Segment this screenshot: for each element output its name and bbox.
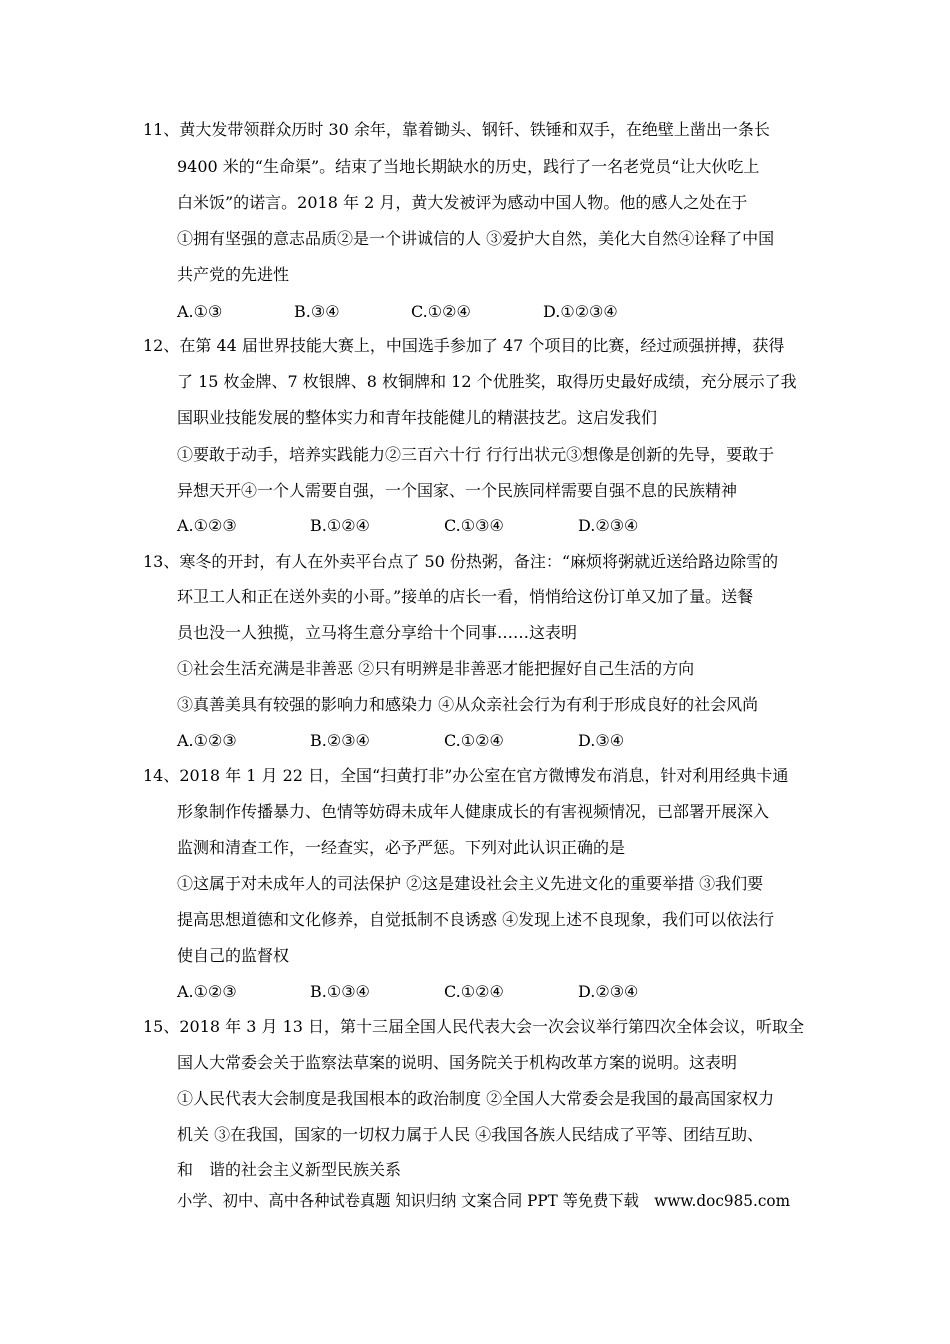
question-13-line-1: 13、寒冬的开封，有人在外卖平台点了 50 份热粥，备注：“麻烦将粥就近送给路边除雪的 bbox=[143, 552, 779, 571]
question-12-option-c: C.①③④ bbox=[444, 516, 504, 535]
question-14-option-c: C.①②④ bbox=[444, 982, 504, 1001]
question-11-line-5: 共产党的先进性 bbox=[177, 265, 290, 284]
question-14-option-b: B.①③④ bbox=[310, 982, 370, 1001]
question-12-line-3: 国职业技能发展的整体实力和青年技能健儿的精湛技艺。这启发我们 bbox=[177, 408, 658, 427]
question-12-line-1: 12、在第 44 届世界技能大赛上，中国选手参加了 47 个项目的比赛，经过顽强拼搏，获得 bbox=[143, 336, 785, 355]
question-11-option-c: C.①②④ bbox=[411, 302, 471, 321]
question-13-line-3: 员也没一人独揽，立马将生意分享给十个同事……这表明 bbox=[177, 623, 578, 642]
question-12-option-b: B.①②④ bbox=[310, 516, 370, 535]
question-11-line-1: 11、黄大发带领群众历时 30 余年，靠着锄头、钢钎、铁锤和双手，在绝壁上凿出一条长 bbox=[143, 120, 770, 139]
question-15-line-4: 机关 ③在我国，国家的一切权力属于人民 ④我国各族人民结成了平等、团结互助、 bbox=[177, 1125, 764, 1144]
question-13-line-5: ③真善美具有较强的影响力和感染力 ④从众亲社会行为有利于形成良好的社会风尚 bbox=[177, 695, 759, 714]
question-11-option-d: D.①②③④ bbox=[543, 302, 618, 321]
question-13-line-2: 环卫工人和正在送外卖的小哥。”接单的店长一看，悄悄给这份订单又加了量。送餐 bbox=[177, 587, 754, 606]
question-13-option-b: B.②③④ bbox=[310, 731, 370, 750]
question-12-line-4: ①要敢于动手，培养实践能力②三百六十行 行行出状元③想像是创新的先导，要敢于 bbox=[177, 445, 775, 464]
question-13-option-c: C.①②④ bbox=[444, 731, 504, 750]
question-11-line-4: ①拥有坚强的意志品质②是一个讲诚信的人 ③爱护大自然，美化大自然④诠释了中国 bbox=[177, 229, 775, 248]
question-14-line-5: 提高思想道德和文化修养，自觉抵制不良诱惑 ④发现上述不良现象，我们可以依法行 bbox=[177, 910, 775, 929]
question-13-option-a: A.①②③ bbox=[177, 731, 237, 750]
question-12-option-a: A.①②③ bbox=[177, 516, 237, 535]
question-15-line-2: 国人大常委会关于监察法草案的说明、国务院关于机构改革方案的说明。这表明 bbox=[177, 1053, 738, 1072]
question-15-line-3: ①人民代表大会制度是我国根本的政治制度 ②全国人大常委会是我国的最高国家权力 bbox=[177, 1089, 775, 1108]
question-14-line-1: 14、2018 年 1 月 22 日，全国“扫黄打非”办公室在官方微博发布消息，针对利用经典卡通 bbox=[143, 766, 789, 785]
question-14-line-3: 监测和清查工作，一经查实，必予严惩。下列对此认识正确的是 bbox=[177, 838, 626, 857]
question-14-line-4: ①这属于对未成年人的司法保护 ②这是建设社会主义先进文化的重要举措 ③我们要 bbox=[177, 874, 764, 893]
question-15-line-1: 15、2018 年 3 月 13 日，第十三届全国人民代表大会一次会议举行第四次全体会议，听取全 bbox=[143, 1017, 805, 1036]
question-14-option-d: D.②③④ bbox=[578, 982, 639, 1001]
question-15-line-5: 和 谐的社会主义新型民族关系 bbox=[177, 1160, 402, 1179]
page-footer: 小学、初中、高中各种试卷真题 知识归纳 文案合同 PPT 等免费下载 www.doc985.com bbox=[177, 1191, 791, 1210]
question-13-option-d: D.③④ bbox=[578, 731, 625, 750]
question-11-option-b: B.③④ bbox=[294, 302, 340, 321]
question-14-option-a: A.①②③ bbox=[177, 982, 237, 1001]
question-14-line-6: 使自己的监督权 bbox=[177, 946, 290, 965]
question-12-option-d: D.②③④ bbox=[578, 516, 639, 535]
question-13-line-4: ①社会生活充满是非善恶 ②只有明辨是非善恶才能把握好自己生活的方向 bbox=[177, 659, 695, 678]
question-11-line-3: 白米饭”的诺言。2018 年 2 月，黄大发被评为感动中国人物。他的感人之处在于 bbox=[177, 193, 748, 212]
question-12-line-5: 异想天开④一个人需要自强，一个国家、一个民族同样需要自强不息的民族精神 bbox=[177, 481, 738, 500]
question-12-line-2: 了 15 枚金牌、7 枚银牌、8 枚铜牌和 12 个优胜奖，取得历史最好成绩，充分展示了我 bbox=[177, 372, 797, 391]
question-11-option-a: A.①③ bbox=[177, 302, 223, 321]
question-14-line-2: 形象制作传播暴力、色情等妨碍未成年人健康成长的有害视频情况，已部署开展深入 bbox=[177, 802, 770, 821]
question-11-line-2: 9400 米的“生命渠”。结束了当地长期缺水的历史，践行了一名老党员“让大伙吃上 bbox=[177, 157, 760, 176]
